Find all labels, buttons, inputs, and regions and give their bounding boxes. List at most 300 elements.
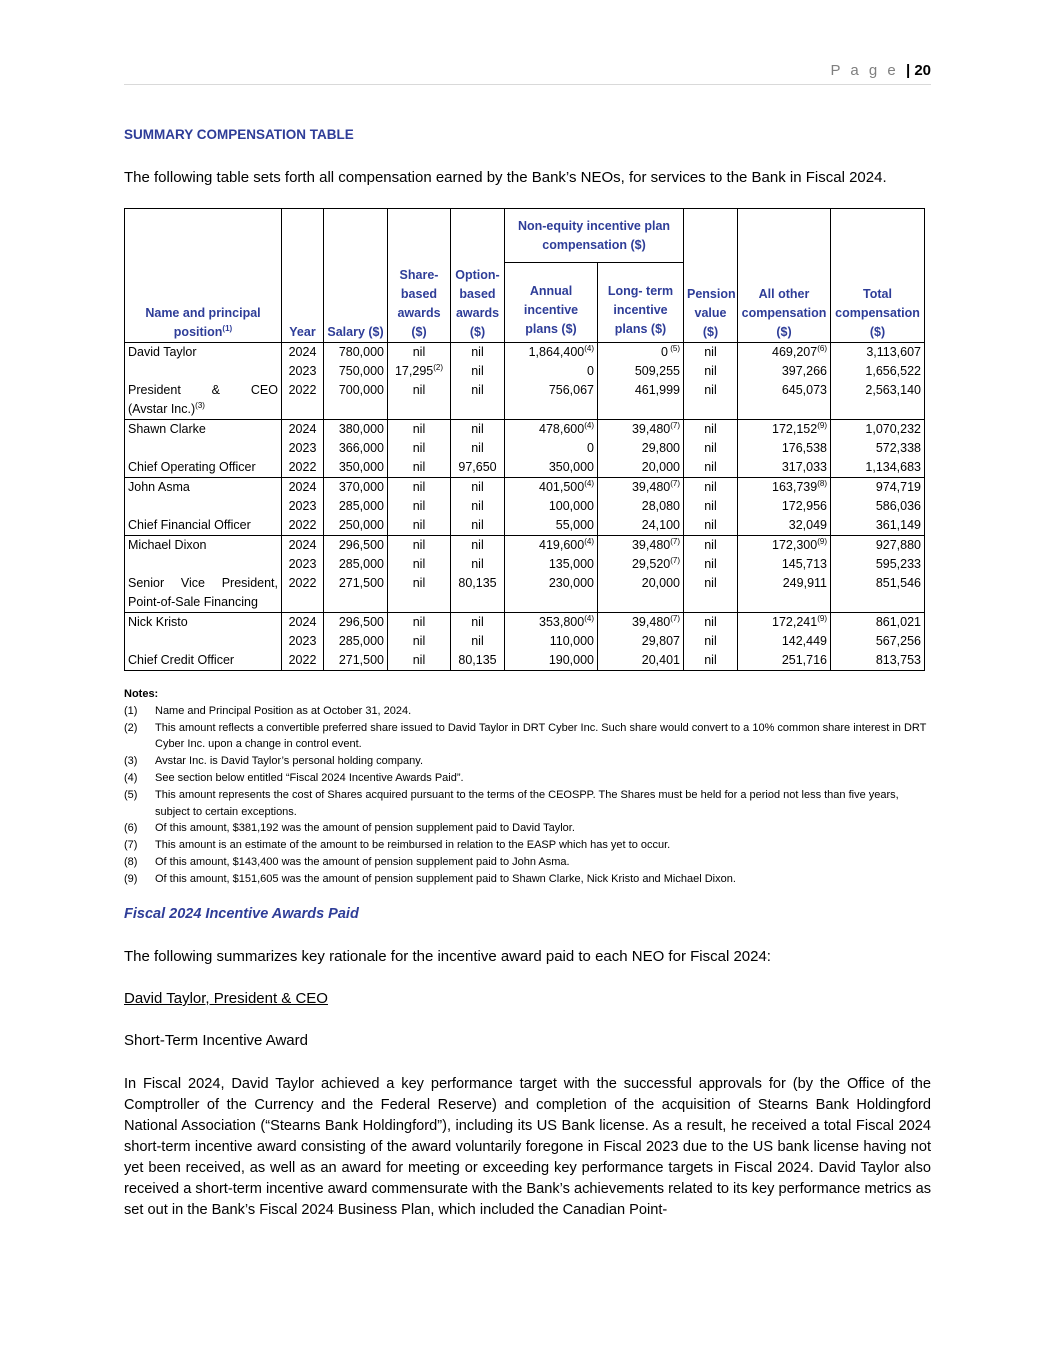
note-number: (2): [124, 721, 138, 734]
note-text: This amount is an estimate of the amount to be reimbursed in relation to the EASP which has yet to occur.: [155, 839, 671, 852]
cell-value: 80,135: [458, 576, 497, 590]
notes: [124, 686, 932, 888]
option-cell: [451, 439, 505, 458]
pension-cell: [684, 420, 738, 440]
share-cell: [388, 536, 451, 556]
col-salary: Salary ($): [324, 209, 388, 343]
allother-cell: [738, 400, 831, 420]
cell-value: 361,149: [875, 518, 921, 532]
cell-value: 1,134,683: [865, 460, 921, 474]
year-cell: 2024: [282, 478, 324, 498]
note-text: Of this amount, $143,400 was the amount of pension supplement paid to John Asma.: [155, 855, 570, 868]
name-cell: [125, 458, 282, 478]
section-title: SUMMARY COMPENSATION TABLE: [124, 127, 354, 142]
cell-value: nil: [704, 383, 717, 397]
name-cell: [125, 555, 282, 574]
cell-value: 80,135: [458, 653, 497, 667]
cell-value: nil: [704, 480, 717, 494]
year-cell: [282, 593, 324, 613]
note-item: [124, 753, 932, 770]
cell-value: nil: [471, 538, 484, 552]
year-cell: [282, 400, 324, 420]
table-row: [125, 497, 925, 516]
cell-value: nil: [471, 518, 484, 532]
cell-value: nil: [412, 557, 426, 571]
note-number: (8): [124, 855, 138, 868]
cell-value: nil: [412, 460, 426, 474]
table-row: [125, 613, 925, 633]
salary-cell: [324, 458, 388, 478]
option-cell: [451, 613, 505, 633]
name-cell: John Asma: [125, 478, 282, 498]
cell-value: nil: [471, 345, 484, 359]
allother-cell: [738, 478, 831, 498]
cell-value: 296,500: [338, 538, 384, 552]
cell-value: 813,753: [875, 653, 921, 667]
year-cell: 2024: [282, 536, 324, 556]
cell-value: nil: [412, 634, 426, 648]
cell-value: 1,656,522: [865, 364, 921, 378]
footnote-ref: (6): [817, 344, 827, 353]
cell-value: 190,000: [548, 653, 594, 667]
option-cell: [451, 478, 505, 498]
awards-body: In Fiscal 2024, David Taylor achieved a key performance target with the successful approvals for (by the Office of the Comptroller of the Currency and the Federal Reserve) and completion of the acquisition of Stearns Bank Holdingford National Association (“Stearns Bank Holdingford”), including its US Bank license. As a result, he received a total Fiscal 2024 short-term incentive award consisting of the award voluntarily foregone in Fiscal 2023 due to the US bank license having not yet been received, as well as an award for meeting or exceeding key performance targets in Fiscal 2024. David Taylor also received a short-term incentive award commensurate with the Bank’s achievements related to its key performance metrics as set out in the Bank’s Fiscal 2024 Business Plan, which included the Canadian Point-: [124, 1076, 931, 1218]
footnote-ref: (7): [670, 556, 680, 565]
year-cell: 2023: [282, 497, 324, 516]
longterm-cell: [598, 343, 684, 363]
share-cell: [388, 400, 451, 420]
cell-value: 251,716: [781, 653, 827, 667]
table-row: [125, 381, 925, 400]
salary-cell: [324, 497, 388, 516]
option-cell: [451, 574, 505, 593]
share-cell: [388, 593, 451, 613]
cell-value: 20,000: [641, 460, 680, 474]
cell-value: nil: [471, 364, 484, 378]
table-row: [125, 516, 925, 536]
share-cell: [388, 613, 451, 633]
table-row: [125, 536, 925, 556]
salary-cell: [324, 555, 388, 574]
option-cell: [451, 381, 505, 400]
year-cell: 2022: [282, 574, 324, 593]
footnote-ref: (7): [670, 479, 680, 488]
year-cell: 2022: [282, 458, 324, 478]
year-cell: 2023: [282, 632, 324, 651]
cell-value: 2,563,140: [865, 383, 921, 397]
col-group-nonequity: Non-equity incentive plan compensation ($): [505, 209, 684, 263]
name-cell: [125, 593, 282, 613]
annual-cell: [505, 613, 598, 633]
cell-value: 29,520: [631, 557, 671, 571]
allother-cell: [738, 362, 831, 381]
footnote-ref: (2): [433, 363, 443, 372]
longterm-cell: [598, 516, 684, 536]
cell-value: 350,000: [338, 460, 384, 474]
note-item: [124, 787, 932, 821]
cell-value: 317,033: [781, 460, 827, 474]
name-cell: Nick Kristo: [125, 613, 282, 633]
salary-cell: [324, 516, 388, 536]
page-number: P a g e | 20: [830, 62, 931, 79]
footnote-ref: (4): [584, 479, 594, 488]
notes-title: Notes:: [124, 688, 159, 700]
share-cell: [388, 362, 451, 381]
note-item: [124, 837, 932, 854]
table-row: [125, 362, 925, 381]
total-cell: [831, 343, 925, 363]
cell-value: 370,000: [338, 480, 384, 494]
cell-value: 851,546: [875, 576, 921, 590]
allother-cell: [738, 536, 831, 556]
annual-cell: [505, 497, 598, 516]
total-cell: [831, 516, 925, 536]
pension-cell: [684, 574, 738, 593]
name-cell: [125, 651, 282, 671]
cell-value: nil: [704, 345, 717, 359]
cell-value: nil: [412, 538, 426, 552]
table-row: [125, 458, 925, 478]
share-cell: [388, 516, 451, 536]
total-cell: [831, 400, 925, 420]
cell-value: nil: [704, 653, 717, 667]
allother-cell: [738, 613, 831, 633]
footnote-ref: (9): [817, 421, 827, 430]
cell-value: 927,880: [875, 538, 921, 552]
allother-cell: [738, 593, 831, 613]
total-cell: [831, 574, 925, 593]
compensation-table: [124, 208, 925, 671]
cell-value: 100,000: [548, 499, 594, 513]
annual-cell: [505, 439, 598, 458]
total-cell: [831, 439, 925, 458]
cell-value: nil: [412, 576, 426, 590]
cell-value: 24,100: [641, 518, 680, 532]
cell-value: 296,500: [338, 615, 384, 629]
cell-value: 32,049: [788, 518, 827, 532]
cell-value: nil: [412, 653, 426, 667]
table-row: [125, 651, 925, 671]
longterm-cell: [598, 497, 684, 516]
cell-value: nil: [412, 441, 426, 455]
cell-value: 0: [587, 364, 594, 378]
cell-value: 350,000: [548, 460, 594, 474]
footnote-ref: (7): [670, 421, 680, 430]
annual-cell: [505, 458, 598, 478]
cell-value: 397,266: [781, 364, 827, 378]
option-cell: [451, 555, 505, 574]
total-cell: [831, 651, 925, 671]
share-cell: [388, 420, 451, 440]
pension-cell: [684, 613, 738, 633]
name-cell: Shawn Clarke: [125, 420, 282, 440]
longterm-cell: [598, 400, 684, 420]
cell-value: 39,480: [631, 422, 671, 436]
cell-value: 401,500: [539, 480, 585, 494]
share-cell: [388, 574, 451, 593]
note-text: Of this amount, $381,192 was the amount of pension supplement paid to David Taylor.: [155, 822, 575, 835]
cell-value: 3,113,607: [866, 345, 921, 359]
note-item: [124, 770, 932, 787]
cell-value: nil: [704, 557, 717, 571]
salary-cell: [324, 632, 388, 651]
cell-value: nil: [704, 460, 717, 474]
name-cell: [125, 400, 282, 420]
cell-value: nil: [704, 441, 717, 455]
share-cell: [388, 555, 451, 574]
cell-value: 353,800: [539, 615, 585, 629]
cell-value: 567,256: [875, 634, 921, 648]
cell-value: 285,000: [338, 557, 384, 571]
cell-value: 28,080: [641, 499, 680, 513]
allother-cell: [738, 516, 831, 536]
year-cell: 2022: [282, 516, 324, 536]
allother-cell: [738, 555, 831, 574]
cell-value: 595,233: [875, 557, 921, 571]
cell-value: 97,650: [458, 460, 497, 474]
sti-subheading: Short-Term Incentive Award: [124, 1032, 308, 1049]
total-cell: [831, 420, 925, 440]
name-cell: [125, 439, 282, 458]
year-cell: 2022: [282, 651, 324, 671]
year-cell: 2023: [282, 555, 324, 574]
name-cell: [125, 632, 282, 651]
cell-value: 29,800: [641, 441, 680, 455]
table-row: [125, 400, 925, 420]
cell-value: 142,449: [781, 634, 827, 648]
cell-value: nil: [704, 615, 717, 629]
share-cell: [388, 651, 451, 671]
cell-value: 974,719: [875, 480, 921, 494]
cell-value: 250,000: [338, 518, 384, 532]
cell-value: nil: [471, 422, 484, 436]
pension-cell: [684, 497, 738, 516]
longterm-cell: [598, 593, 684, 613]
cell-value: 145,713: [781, 557, 827, 571]
annual-cell: [505, 536, 598, 556]
share-cell: [388, 439, 451, 458]
cell-value: 419,600: [539, 538, 585, 552]
cell-value: nil: [412, 383, 426, 397]
annual-cell: [505, 593, 598, 613]
year-cell: 2024: [282, 420, 324, 440]
footnote-ref: (4): [584, 537, 594, 546]
note-text: This amount represents the cost of Shares acquired pursuant to the terms of the CEOSPP. The Shares must be held for a period not less than five years, subject to certain exceptions.: [155, 788, 899, 818]
year-cell: 2024: [282, 343, 324, 363]
total-cell: [831, 613, 925, 633]
cell-value: nil: [471, 383, 484, 397]
cell-value: 469,207: [772, 345, 818, 359]
cell-value: 586,036: [875, 499, 921, 513]
footnote-ref: (9): [817, 614, 827, 623]
cell-value: 172,152: [772, 422, 818, 436]
note-item: [124, 871, 932, 888]
cell-value: 39,480: [631, 615, 671, 629]
name-cell: [125, 381, 282, 400]
cell-value: 172,300: [772, 538, 818, 552]
option-cell: [451, 343, 505, 363]
position-text: Chief Financial Officer: [128, 518, 251, 532]
option-cell: [451, 651, 505, 671]
allother-cell: [738, 574, 831, 593]
pension-cell: [684, 458, 738, 478]
table-row: [125, 420, 925, 440]
option-cell: [451, 362, 505, 381]
awards-title: Fiscal 2024 Incentive Awards Paid: [124, 906, 359, 922]
cell-value: 380,000: [338, 422, 384, 436]
cell-value: 285,000: [338, 634, 384, 648]
salary-cell: [324, 400, 388, 420]
pension-cell: [684, 651, 738, 671]
table-row: [125, 632, 925, 651]
annual-cell: [505, 362, 598, 381]
salary-cell: [324, 478, 388, 498]
cell-value: 861,021: [875, 615, 921, 629]
cell-value: 1,070,232: [865, 422, 921, 436]
cell-value: nil: [704, 518, 717, 532]
year-cell: 2023: [282, 439, 324, 458]
col-annual: Annual incentive plans ($): [505, 263, 598, 343]
cell-value: nil: [412, 615, 426, 629]
cell-value: 55,000: [555, 518, 594, 532]
table-row: [125, 555, 925, 574]
cell-value: nil: [471, 615, 484, 629]
allother-cell: [738, 343, 831, 363]
longterm-cell: [598, 420, 684, 440]
pension-cell: [684, 400, 738, 420]
footnote-ref: (7): [670, 537, 680, 546]
cell-value: nil: [704, 364, 717, 378]
table-row: [125, 593, 925, 613]
salary-cell: [324, 362, 388, 381]
salary-cell: [324, 381, 388, 400]
annual-cell: [505, 400, 598, 420]
note-number: (6): [124, 822, 138, 835]
page-number-value: 20: [914, 62, 931, 79]
salary-cell: [324, 439, 388, 458]
cell-value: 780,000: [338, 345, 384, 359]
footnote-ref: (4): [584, 344, 594, 353]
cell-value: 176,538: [781, 441, 827, 455]
salary-cell: [324, 651, 388, 671]
longterm-cell: [598, 651, 684, 671]
total-cell: [831, 536, 925, 556]
annual-cell: [505, 420, 598, 440]
cell-value: nil: [471, 499, 484, 513]
table-row: [125, 343, 925, 363]
cell-value: 39,480: [631, 538, 671, 552]
note-number: (9): [124, 872, 138, 885]
total-cell: [831, 555, 925, 574]
cell-value: nil: [471, 557, 484, 571]
option-cell: [451, 458, 505, 478]
footnote-ref: (9): [817, 537, 827, 546]
name-cell: David Taylor: [125, 343, 282, 363]
longterm-cell: [598, 613, 684, 633]
cell-value: 478,600: [539, 422, 585, 436]
cell-value: 163,739: [772, 480, 818, 494]
intro-text: The following table sets forth all compensation earned by the Bank’s NEOs, for services to the Bank in Fiscal 2024.: [124, 169, 887, 186]
option-cell: [451, 536, 505, 556]
col-year: Year: [282, 209, 324, 343]
cell-value: 461,999: [634, 383, 680, 397]
footnote-ref: (4): [584, 421, 594, 430]
longterm-cell: [598, 439, 684, 458]
footnote-ref: (8): [817, 479, 827, 488]
note-item: [124, 703, 932, 720]
pension-cell: [684, 343, 738, 363]
cell-value: nil: [412, 499, 426, 513]
note-number: (7): [124, 839, 138, 852]
longterm-cell: [598, 632, 684, 651]
name-cell: [125, 497, 282, 516]
note-text: Name and Principal Position as at October 31, 2024.: [155, 704, 412, 717]
total-cell: [831, 478, 925, 498]
pension-cell: [684, 632, 738, 651]
position-text: President & CEO: [128, 383, 278, 397]
position-text: (Avstar Inc.): [128, 402, 196, 416]
salary-cell: [324, 420, 388, 440]
allother-cell: [738, 420, 831, 440]
cell-value: nil: [704, 422, 717, 436]
annual-cell: [505, 381, 598, 400]
note-item: [124, 720, 932, 754]
cell-value: 249,911: [782, 576, 827, 590]
neo-subject-heading: David Taylor, President & CEO: [124, 990, 328, 1007]
note-text: This amount reflects a convertible preferred share issued to David Taylor in DRT Cyber Inc. Such share would convert to a 10% common share interest in DRT Cyber Inc. upon a change in control event.: [155, 721, 927, 751]
longterm-cell: [598, 536, 684, 556]
share-cell: [388, 458, 451, 478]
name-cell: [125, 516, 282, 536]
cell-value: nil: [412, 480, 426, 494]
footnote-ref: (3): [195, 401, 205, 410]
cell-value: nil: [704, 538, 717, 552]
cell-value: 271,500: [338, 576, 384, 590]
footnote-ref: (7): [670, 614, 680, 623]
cell-value: nil: [704, 499, 717, 513]
year-cell: 2023: [282, 362, 324, 381]
header-divider: [124, 84, 931, 85]
cell-value: 271,500: [338, 653, 384, 667]
cell-value: 110,000: [549, 634, 594, 648]
annual-cell: [505, 478, 598, 498]
pension-cell: [684, 593, 738, 613]
name-cell: [125, 362, 282, 381]
name-cell: [125, 574, 282, 593]
salary-cell: [324, 343, 388, 363]
cell-value: 39,480: [631, 480, 671, 494]
share-cell: [388, 343, 451, 363]
position-text: Senior Vice President,: [128, 576, 278, 590]
position-text: Chief Credit Officer: [128, 653, 235, 667]
option-cell: [451, 420, 505, 440]
annual-cell: [505, 574, 598, 593]
cell-value: 700,000: [338, 383, 384, 397]
year-cell: 2024: [282, 613, 324, 633]
longterm-cell: [598, 574, 684, 593]
note-number: (1): [124, 704, 138, 717]
note-text: Avstar Inc. is David Taylor’s personal holding company.: [155, 755, 424, 768]
page-label: P a g e: [830, 62, 899, 79]
pension-cell: [684, 555, 738, 574]
cell-value: 29,807: [641, 634, 680, 648]
pension-cell: [684, 516, 738, 536]
total-cell: [831, 632, 925, 651]
annual-cell: [505, 516, 598, 536]
year-cell: 2022: [282, 381, 324, 400]
cell-value: 20,000: [641, 576, 680, 590]
total-cell: [831, 593, 925, 613]
